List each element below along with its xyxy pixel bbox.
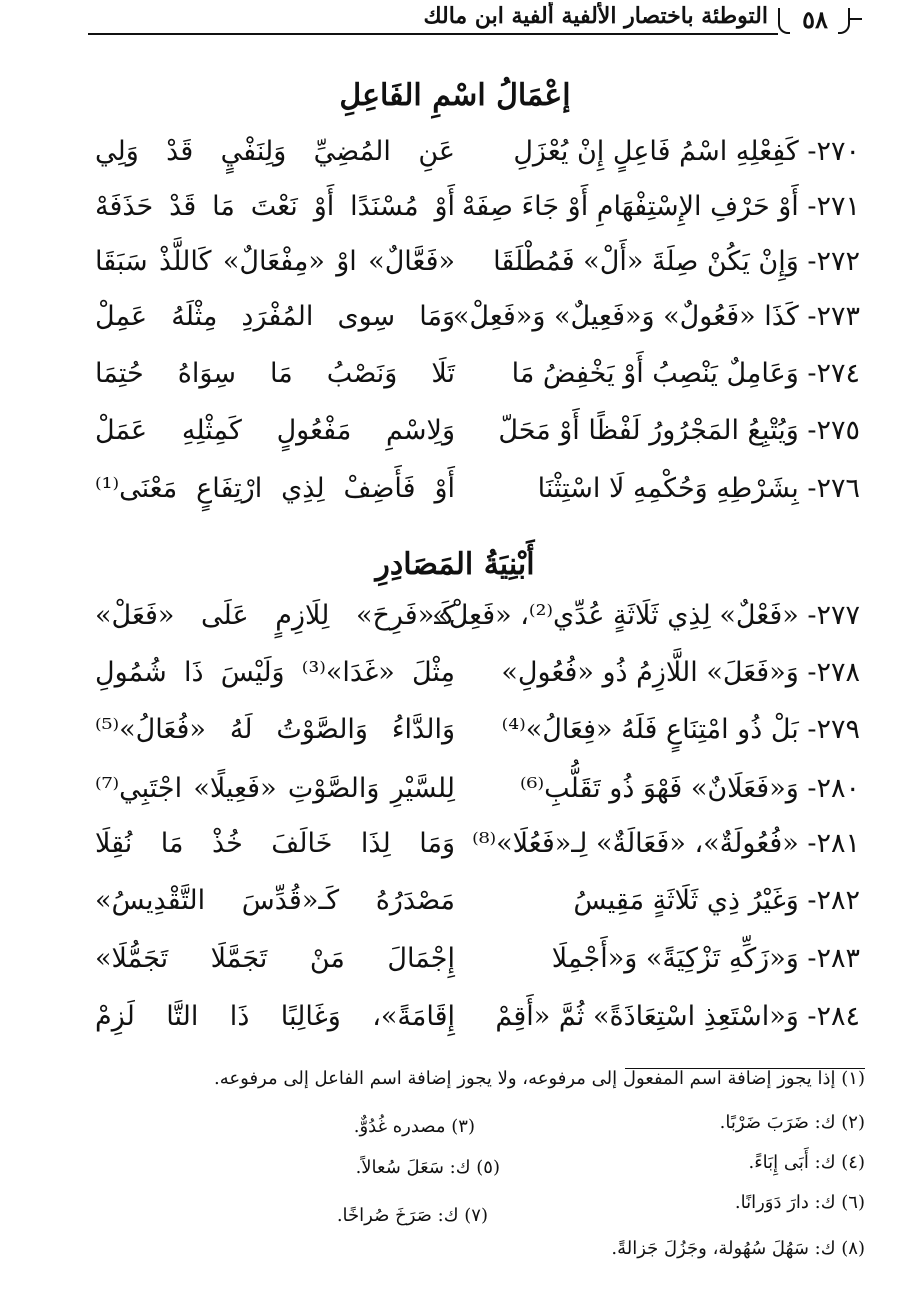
verse-280-second-half: لِلسَّيْرِ وَالصَّوْتِ «فَعِيلًا» اجْتَبِي⁽⁷⁾ (95, 773, 455, 804)
verse-275-first-half: ٢٧٥- وَيُتْبِعُ المَجْرُورُ لَفْظًا أَوْ مَحَلّ (498, 415, 860, 446)
verse-274-second-half: تَلَا وَنَصْبُ مَا سِوَاهُ حُتِمَا (95, 358, 455, 389)
verse-270-second-half: عَنِ المُضِيِّ وَلِنَفْيٍ قَدْ وَلِي (95, 136, 455, 167)
verse-271-second-half: أَوْ مُسْنَدًا أَوْ نَعْتَ مَا قَدْ حَذَفَهْ (95, 191, 455, 222)
footnote-2: (٢) ك: ضَرَبَ ضَرْبًا. (719, 1112, 865, 1133)
verse-270-first-half: ٢٧٠- كَفِعْلِهِ اسْمُ فَاعِلٍ إِنْ يُعْزَلِ (513, 136, 860, 167)
verse-279-first-half: ٢٧٩- بَلْ ذُو امْتِنَاعٍ فَلَهُ «فِعَالُ»⁽⁴⁾ (501, 714, 860, 745)
verse-284-second-half: إِقَامَةً»، وَغَالِبًا ذَا التَّا لَزِمْ (95, 1001, 455, 1032)
page-number-bracket-right (838, 8, 850, 34)
footnote-5: (٥) ك: سَعَلَ سُعالاً. (355, 1157, 500, 1178)
verse-281-first-half: ٢٨١- «فُعُولَةٌ»، «فَعَالَةٌ» لِـ«فَعُلَا»⁽⁸⁾ (472, 828, 860, 859)
page-number-tail (848, 18, 862, 20)
verse-279-second-half: وَالدَّاءُ وَالصَّوْتُ لَهُ «فُعَالُ»⁽⁵⁾ (95, 714, 455, 745)
verse-277-second-half: كَـ«فَرِحَ» لِلَازِمٍ عَلَى «فَعَلْ» (95, 600, 455, 631)
footnote-3: (٣) مصدره غُدُوٌّ. (353, 1116, 475, 1137)
verse-273-first-half: ٢٧٣- كَذَا «فَعُولٌ» وَ«فَعِيلٌ» وَ«فَعِلْ» (452, 301, 860, 332)
footnote-7: (٧) ك: صَرَخَ صُراخًا. (336, 1205, 488, 1226)
verse-276-second-half: أَوْ فَأَضِفْ لِذِي ارْتِفَاعٍ مَعْنَى⁽¹⁾ (95, 473, 455, 504)
footnote-8: (٨) ك: سَهُلَ سُهُولة، وجَزُلَ جَزالةً. (611, 1238, 865, 1259)
verse-282-first-half: ٢٨٢- وَغَيْرُ ذِي ثَلَاثَةٍ مَقِيسُ (573, 885, 860, 916)
footnote-6: (٦) ك: دارَ دَوَرانًا. (734, 1192, 865, 1213)
footnote-1: (١) إذا يجوز إضافة اسم المفعول إلى مرفوعه، ولا يجوز إضافة اسم الفاعل إلى مرفوعه. (214, 1068, 865, 1089)
footnote-4: (٤) ك: أَبَى إِبَاءً. (748, 1152, 865, 1173)
verse-284-first-half: ٢٨٤- وَ«اسْتَعِذِ اسْتِعَاذَةً» ثُمَّ «أَقِمْ (495, 1001, 860, 1032)
verse-273-second-half: وَمَا سِوى المُفْرَدِ مِثْلَهُ عَمِلْ (95, 301, 455, 332)
verse-275-second-half: وَلِاسْمِ مَفْعُولٍ كَمِثْلِهِ عَمَلْ (95, 415, 455, 446)
section-title-abniyat-masadir: أَبْنِيَةُ المَصَادِرِ (375, 547, 535, 582)
verse-272-second-half: «فَعَّالٌ» اوْ «مِفْعَالٌ» كَاللَّذْ سَبَقَا (95, 246, 455, 277)
verse-272-first-half: ٢٧٢- وَإِنْ يَكُنْ صِلَةَ «أَلْ» فَمُطْلَقَا (493, 246, 860, 277)
verse-278-second-half: مِثْلَ «غَدَا»⁽³⁾ وَلَيْسَ ذَا شُمُولِ (95, 657, 455, 688)
verse-283-first-half: ٢٨٣- وَ«زَكِّهِ تَزْكِيَةً» وَ«أَجْمِلَا (551, 943, 860, 974)
verse-276-first-half: ٢٧٦- بِشَرْطِهِ وَحُكْمِهِ لَا اسْتِثْنَا (537, 473, 860, 504)
page-number: ٥٨ (802, 5, 828, 34)
running-header-title: التوطئة باختصار الألفية ألفية ابن مالك (423, 3, 768, 29)
verse-280-first-half: ٢٨٠- وَ«فَعَلَانٌ» فَهْوَ ذُو تَقَلُّبِ⁽⁶⁾ (519, 773, 860, 804)
verse-274-first-half: ٢٧٤- وَعَامِلٌ يَنْصِبُ أَوْ يَخْفِضُ مَا (511, 358, 860, 389)
verse-282-second-half: مَصْدَرُهُ كَـ«قُدِّسَ التَّقْدِيسُ» (95, 885, 455, 916)
page-number-bracket-left (778, 8, 790, 34)
header-rule (88, 33, 778, 35)
verse-278-first-half: ٢٧٨- وَ«فَعَلَ» اللَّازِمُ ذُو «فُعُولِ» (501, 657, 860, 688)
verse-283-second-half: إِجْمَالَ مَنْ تَجَمَّلَا تَجَمُّلَا» (95, 943, 455, 974)
verse-277-first-half: ٢٧٧- «فَعْلٌ» لِذِي ثَلَاثَةٍ عُدِّي⁽²⁾، «فَعِلْ» (432, 600, 860, 631)
verse-281-second-half: وَمَا لِذَا خَالَفَ خُذْ مَا نُقِلَا (95, 828, 455, 859)
section-title-ism-fail: إعْمَالُ اسْمِ الفَاعِلِ (339, 78, 571, 113)
verse-271-first-half: ٢٧١- أَوْ حَرْفِ الإِسْتِفْهَامِ أَوْ جَاءَ صِفَهْ (461, 191, 860, 222)
